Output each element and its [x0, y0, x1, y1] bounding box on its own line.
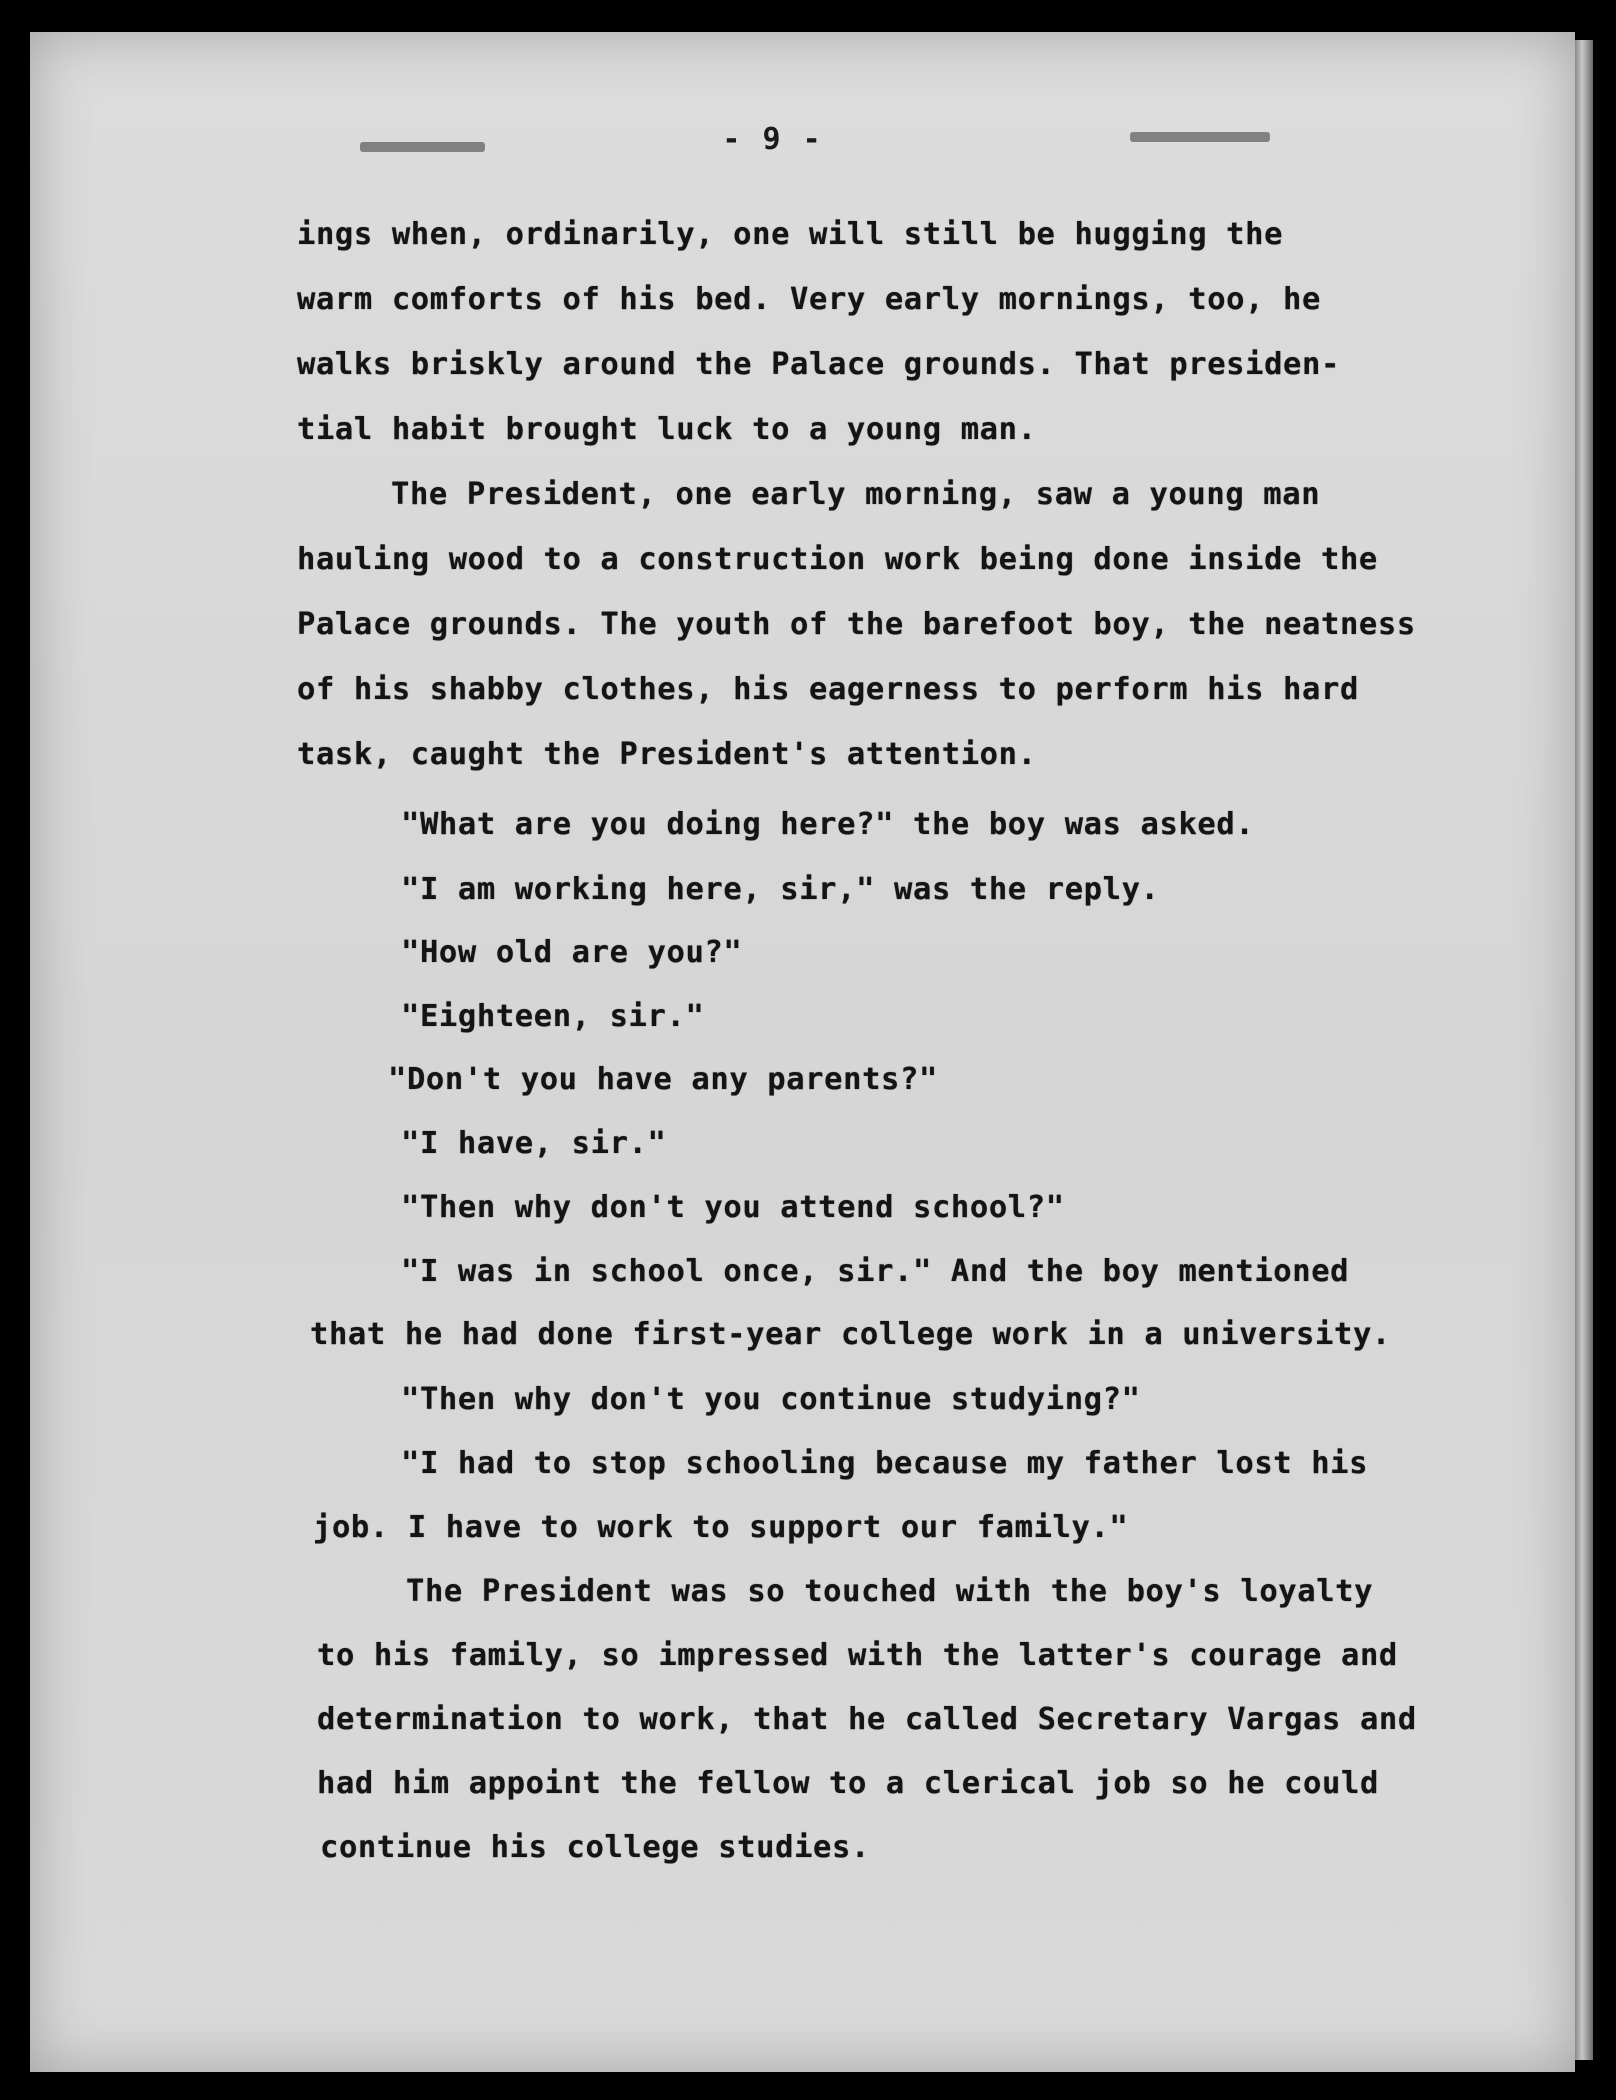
text-line: had him appoint the fellow to a clerical job so he could [317, 1766, 1379, 1801]
text-line: "Don't you have any parents?" [388, 1062, 938, 1097]
text-line: "How old are you?" [401, 935, 743, 970]
text-line: "I had to stop schooling because my father lost his [401, 1446, 1369, 1481]
text-line: "Then why don't you continue studying?" [401, 1382, 1141, 1417]
text-line: walks briskly around the Palace grounds. That presiden- [297, 347, 1340, 382]
paper-stack-edge [1575, 40, 1593, 2060]
text-line: Palace grounds. The youth of the barefoot boy, the neatness [297, 607, 1416, 642]
text-line: "I am working here, sir," was the reply. [401, 872, 1160, 907]
text-line: warm comforts of his bed. Very early mornings, too, he [297, 282, 1321, 317]
text-line: determination to work, that he called Secretary Vargas and [317, 1702, 1417, 1737]
text-line: hauling wood to a construction work being done inside the [297, 542, 1378, 577]
text-line: ings when, ordinarily, one will still be hugging the [297, 217, 1284, 252]
text-line: tial habit brought luck to a young man. [297, 412, 1037, 447]
text-line: to his family, so impressed with the latter's courage and [317, 1638, 1398, 1673]
body-text [30, 32, 1575, 2072]
text-line: "What are you doing here?" the boy was asked. [401, 807, 1255, 842]
text-line: "Then why don't you attend school?" [401, 1190, 1065, 1225]
text-line: "I was in school once, sir." And the boy mentioned [401, 1254, 1350, 1289]
text-line: of his shabby clothes, his eagerness to perform his hard [297, 672, 1359, 707]
text-line: job. I have to work to support our family." [313, 1510, 1129, 1545]
text-line: task, caught the President's attention. [297, 737, 1037, 772]
text-line: "Eighteen, sir." [401, 999, 705, 1034]
text-line: that he had done first-year college work in a university. [310, 1317, 1391, 1352]
page-number: - 9 - [722, 122, 823, 157]
typewritten-page [30, 32, 1575, 2072]
text-line: "I have, sir." [401, 1126, 667, 1161]
text-line: The President was so touched with the boy's loyalty [406, 1574, 1374, 1609]
text-line: The President, one early morning, saw a young man [391, 477, 1321, 512]
text-line: continue his college studies. [320, 1830, 870, 1865]
